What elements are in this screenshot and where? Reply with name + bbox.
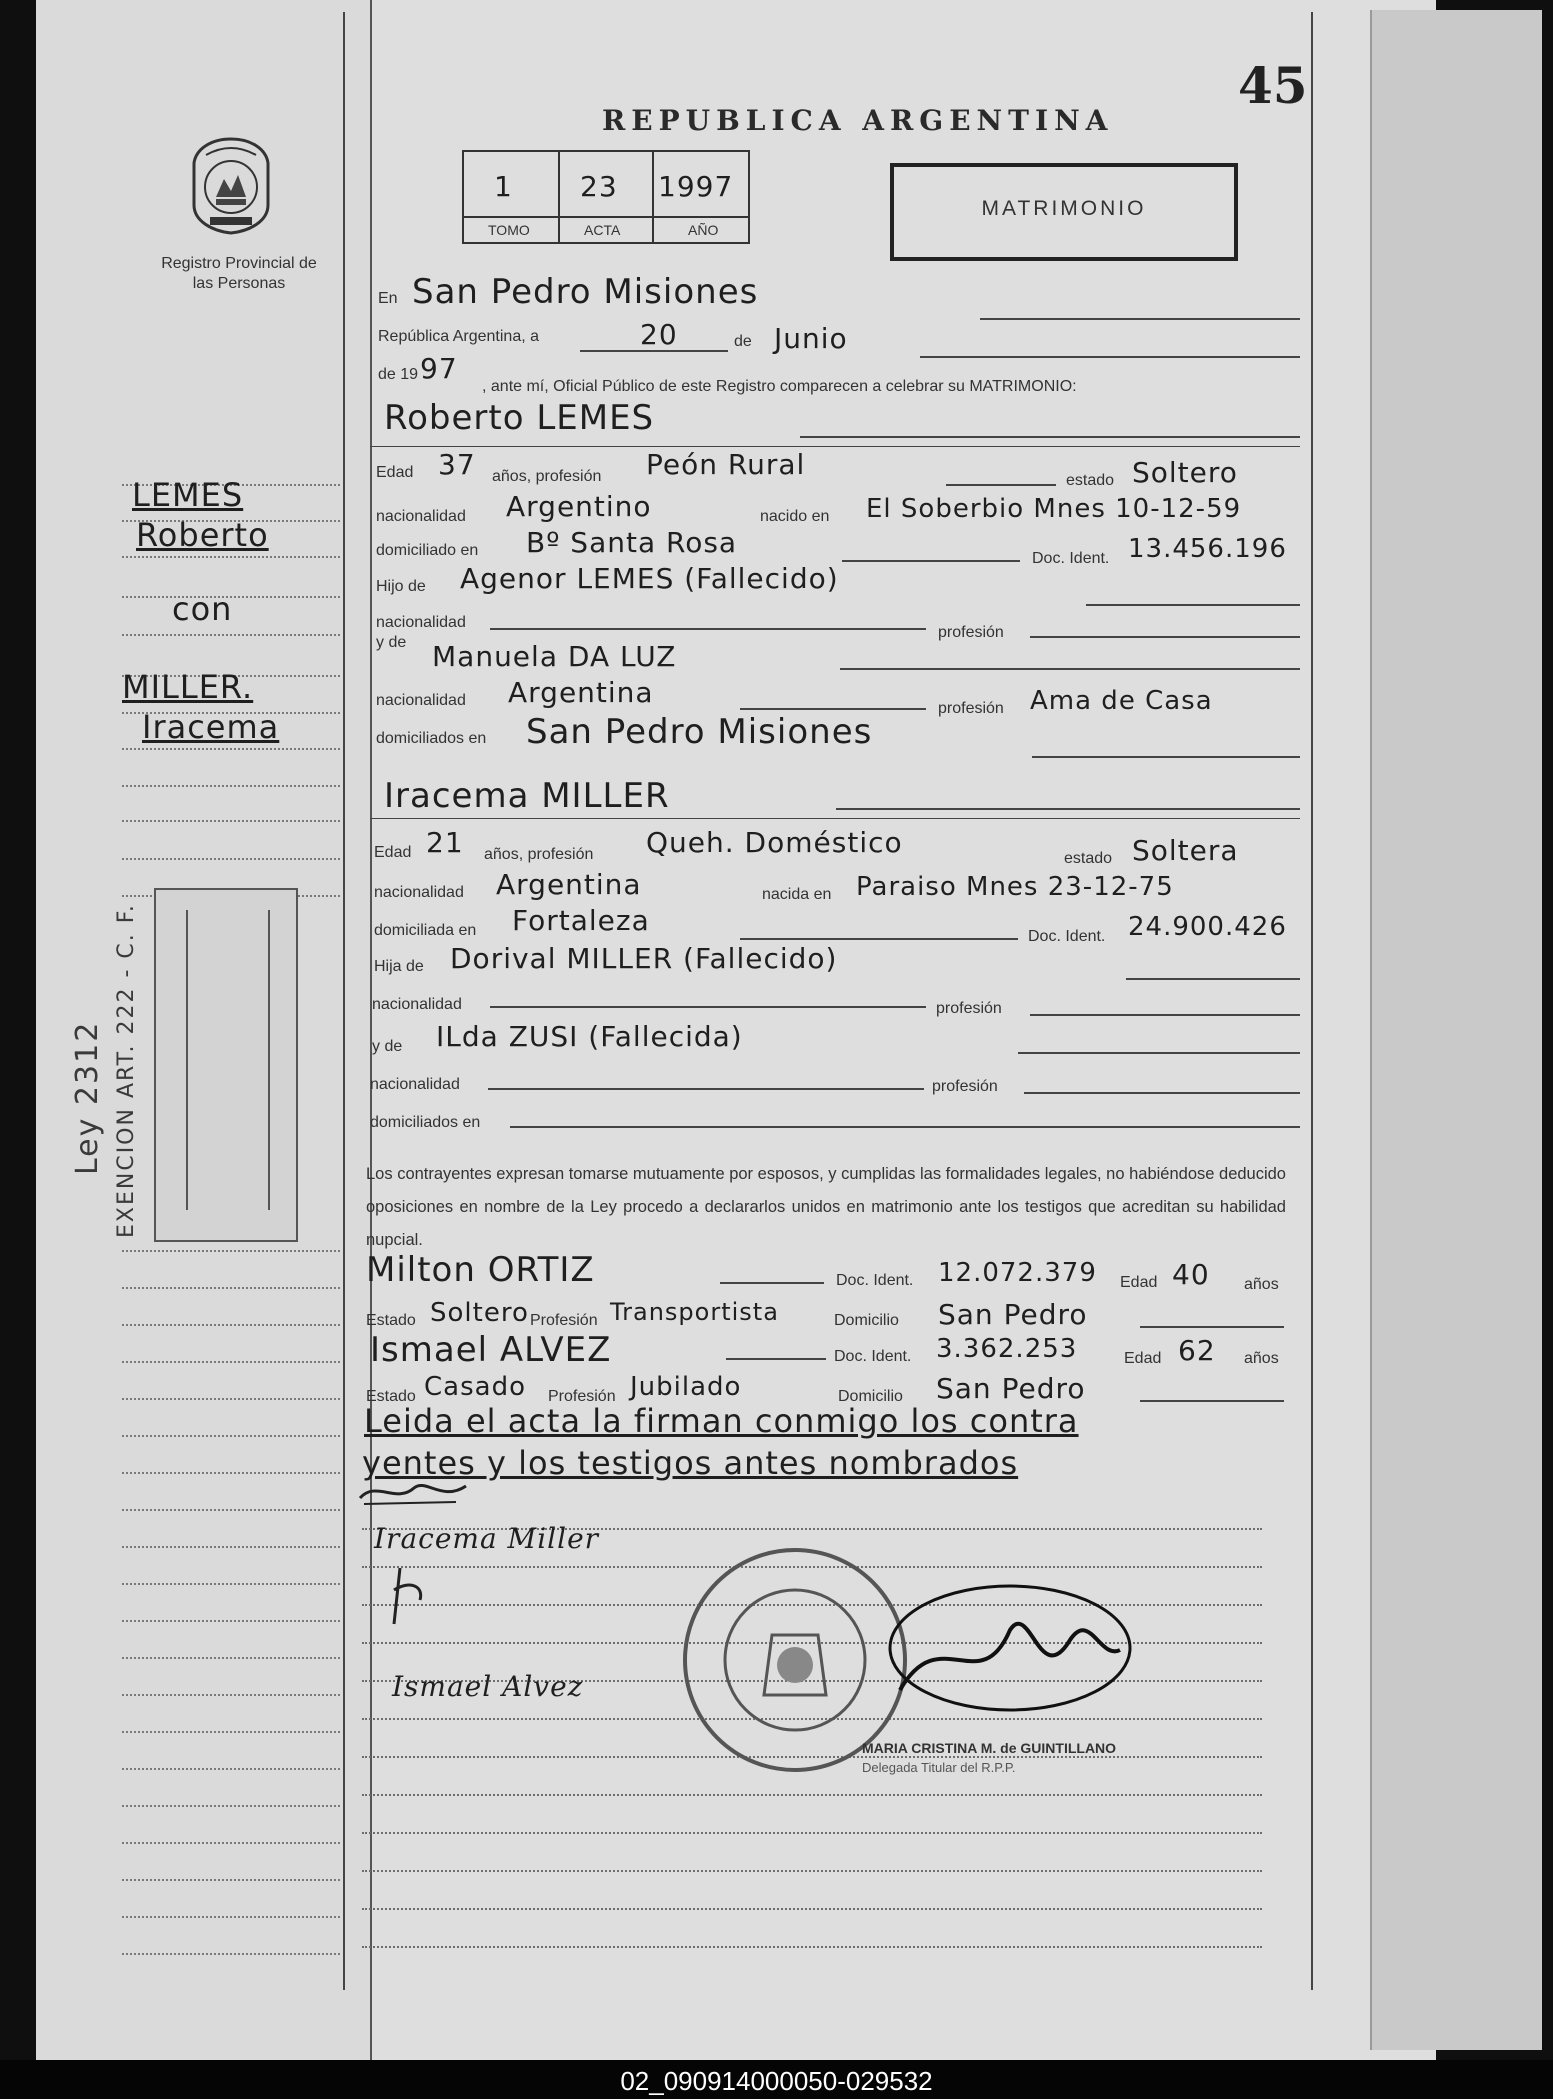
groom-full-name: Roberto LEMES <box>384 398 655 438</box>
bride-father-nationality-label: nacionalidad <box>372 996 462 1013</box>
groom-father: Agenor LEMES (Fallecido) <box>460 562 839 595</box>
witness1-address-label: Domicilio <box>834 1312 899 1329</box>
groom-mother-nationality: Argentina <box>508 676 654 709</box>
bride-full-name: Iracema MILLER <box>384 776 670 816</box>
margin-bride-surname: MILLER. <box>122 668 254 706</box>
bride-profession-label: años, profesión <box>484 846 594 863</box>
bride-born-label: nacida en <box>762 886 832 903</box>
bride-nationality-label: nacionalidad <box>374 884 464 901</box>
bride-parents-address-label: domiciliados en <box>370 1114 481 1131</box>
bride-doc: 24.900.426 <box>1128 912 1287 942</box>
registry-name: Registro Provincial de las Personas <box>161 255 317 292</box>
act-reference-box <box>462 150 750 244</box>
groom-address: Bº Santa Rosa <box>526 526 738 559</box>
country-title: REPUBLICA ARGENTINA <box>602 104 1114 137</box>
bride-father-profession-label: profesión <box>936 1000 1002 1017</box>
bride-mother-profession-label: profesión <box>932 1078 998 1095</box>
acta-label: ACTA <box>584 222 621 238</box>
groom-doc: 13.456.196 <box>1128 534 1287 564</box>
ano-cell <box>652 152 746 242</box>
groom-age: 37 <box>438 448 476 481</box>
bride-birthplace: Paraiso Mnes 23-12-75 <box>856 872 1174 902</box>
witness1-age-label: Edad <box>1120 1274 1158 1291</box>
stamp-law-text: Ley 2312 <box>70 1020 105 1175</box>
de-label: de <box>734 333 752 350</box>
groom-civil-status: Soltero <box>1132 456 1238 489</box>
bride-nationality: Argentina <box>496 868 642 901</box>
official-stamp-name: MARIA CRISTINA M. de GUINTILLANO <box>862 1740 1117 1756</box>
witness2-doc: 3.362.253 <box>936 1334 1078 1364</box>
act-type-box <box>890 163 1238 261</box>
intro-statement: , ante mí, Oficial Público de este Registro comparecen a celebrar su MATRIMONIO: <box>482 378 1077 395</box>
witness2-civil-status: Casado <box>424 1372 526 1402</box>
closing-line-2: yentes y los testigos antes nombrados <box>362 1444 1019 1482</box>
witness2-profession-label: Profesión <box>548 1388 616 1405</box>
groom-profession-label: años, profesión <box>492 468 602 485</box>
en-label: En <box>378 290 398 307</box>
bride-mother-nationality-label: nacionalidad <box>370 1076 460 1093</box>
witness1-doc-label: Doc. Ident. <box>836 1272 914 1289</box>
closing-line-1: Leida el acta la firman conmigo los contra <box>364 1402 1079 1440</box>
declaration-paragraph: Los contrayentes expresan tomarse mutuamente por esposos, y cumplidas las formalidades legales, no habiéndose deducido oposiciones en nombre de la Ley procedo a declararlos unidos en matrimonio ante los testigos que acreditan su habilidad nupcial. <box>366 1165 1286 1249</box>
place-value: San Pedro Misiones <box>412 272 759 312</box>
groom-mother-nationality-label: nacionalidad <box>376 692 466 709</box>
witness1-estado-label: Estado <box>366 1312 416 1329</box>
page-edge <box>1370 10 1542 2050</box>
groom-mother: Manuela DA LUZ <box>432 640 677 673</box>
groom-doc-label: Doc. Ident. <box>1032 550 1110 567</box>
tomo-value: 1 <box>494 170 513 203</box>
witness2-years-label: años <box>1244 1350 1279 1367</box>
bride-signature: Iracema Miller <box>374 1522 600 1555</box>
ano-value: 1997 <box>658 170 734 203</box>
groom-nationality: Argentino <box>506 490 652 523</box>
groom-mother-profession: Ama de Casa <box>1030 686 1213 716</box>
witness2-estado-label: Estado <box>366 1388 416 1405</box>
tomo-cell <box>464 152 560 242</box>
witness2-address: San Pedro <box>936 1372 1086 1405</box>
law-exemption-stamp <box>154 888 298 1242</box>
ano-label: AÑO <box>688 222 719 238</box>
folio-number: 45 <box>1238 56 1308 115</box>
groom-address-label: domiciliado en <box>376 542 479 559</box>
witness1-age: 40 <box>1172 1258 1210 1291</box>
groom-father-label: Hijo de <box>376 578 426 595</box>
bride-father-label: Hija de <box>374 958 424 975</box>
groom-mother-label: y de <box>376 634 407 651</box>
bride-estado-label: estado <box>1064 850 1113 867</box>
act-type-label: MATRIMONIO <box>981 197 1147 220</box>
groom-birthplace: El Soberbio Mnes 10-12-59 <box>866 494 1242 524</box>
groom-parents-address-label: domiciliados en <box>376 730 487 747</box>
footer-caption: 02_090914000050-029532 <box>620 2066 933 2096</box>
bride-profession: Queh. Doméstico <box>646 826 903 859</box>
witness2-age: 62 <box>1178 1334 1216 1367</box>
acta-value: 23 <box>580 170 618 203</box>
bride-age-label: Edad <box>374 844 412 861</box>
bride-doc-label: Doc. Ident. <box>1028 928 1106 945</box>
official-initial-signature <box>380 1560 450 1630</box>
witness1-profession: Transportista <box>610 1298 779 1326</box>
year-suffix: 97 <box>420 352 458 385</box>
bride-age: 21 <box>426 826 464 859</box>
tomo-label: TOMO <box>488 222 530 238</box>
groom-born-label: nacido en <box>760 508 830 525</box>
bride-address: Fortaleza <box>512 904 650 937</box>
acta-cell <box>558 152 654 242</box>
margin-groom-name: Roberto <box>136 516 269 554</box>
bride-address-label: domiciliada en <box>374 922 477 939</box>
witness2-profession: Jubilado <box>630 1372 742 1402</box>
groom-mother-profession-label: profesión <box>938 700 1004 717</box>
groom-profession: Peón Rural <box>646 448 806 481</box>
bride-civil-status: Soltera <box>1132 834 1239 867</box>
bride-mother-label: y de <box>372 1038 403 1055</box>
groom-estado-label: estado <box>1066 472 1115 489</box>
official-stamp-title: Delegada Titular del R.P.P. <box>862 1760 1016 1775</box>
stamp-exemption-text: EXENCION ART. 222 - C. F. <box>114 903 139 1238</box>
margin-groom-surname: LEMES <box>132 476 244 514</box>
groom-father-profession-label: profesión <box>938 624 1004 641</box>
margin-connector: con <box>172 590 233 628</box>
witness-signature: Ismael Alvez <box>392 1670 584 1703</box>
witness1-profession-label: Profesión <box>530 1312 598 1329</box>
witness1-doc: 12.072.379 <box>938 1258 1097 1288</box>
witness1-name: Milton ORTIZ <box>366 1250 595 1290</box>
day-value: 20 <box>640 318 678 351</box>
witness2-doc-label: Doc. Ident. <box>834 1348 912 1365</box>
witness2-address-label: Domicilio <box>838 1388 903 1405</box>
groom-parents-address: San Pedro Misiones <box>526 712 873 752</box>
groom-father-nationality-label: nacionalidad <box>376 614 466 631</box>
witness1-civil-status: Soltero <box>430 1298 529 1328</box>
witness1-address: San Pedro <box>938 1298 1088 1331</box>
witness2-name: Ismael ALVEZ <box>370 1330 612 1370</box>
groom-nationality-label: nacionalidad <box>376 508 466 525</box>
official-signature <box>880 1580 1140 1730</box>
groom-age-label: Edad <box>376 464 414 481</box>
groom-signature <box>356 1474 476 1510</box>
bride-mother: ILda ZUSI (Fallecida) <box>436 1020 743 1053</box>
provincial-seal-logo <box>186 135 276 235</box>
republic-label: República Argentina, a <box>378 328 539 345</box>
margin-bride-name: Iracema <box>142 708 280 746</box>
year-prefix: de 19 <box>378 366 419 383</box>
witness1-years-label: años <box>1244 1276 1279 1293</box>
month-value: Junio <box>774 322 848 355</box>
witness2-age-label: Edad <box>1124 1350 1162 1367</box>
bride-father: Dorival MILLER (Fallecido) <box>450 942 838 975</box>
